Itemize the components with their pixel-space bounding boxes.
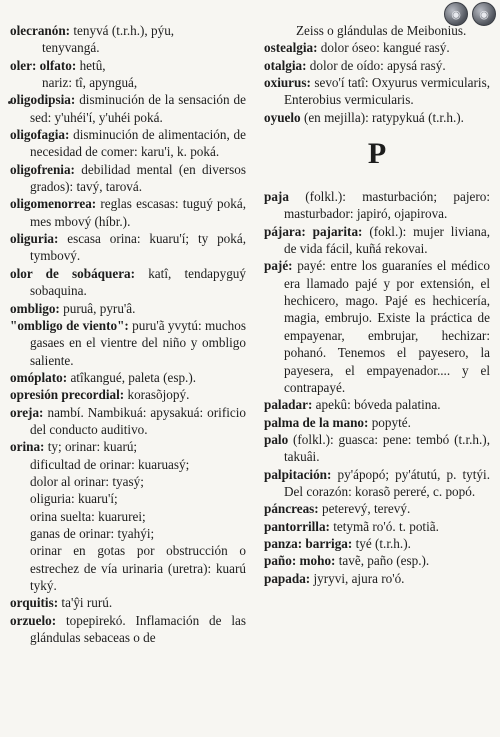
definition: (folkl.): guasca: pene: tembó (t.r.h.), takuâi.: [284, 431, 490, 465]
entry-oligomenorrea: [10, 195, 246, 230]
entry-orina: [10, 438, 246, 455]
entry-orina-sub: dolor al orinar: tyasý;: [30, 473, 144, 489]
definition: tavẽ, paño (esp.).: [335, 553, 430, 569]
headword: oliguria:: [10, 231, 59, 247]
entry-paladar: [264, 396, 490, 413]
definition: py'ápopó; py'átutú, p. tytýi. Del corazón: korasõ pereré, c. popó.: [284, 466, 490, 499]
definition: tyé (t.r.h.).: [352, 535, 411, 551]
headword: pantorrilla:: [264, 518, 330, 534]
entry-orina-sub: oliguria: kuaru'í;: [30, 491, 118, 507]
definition: topepirekó. Inflamación de las glándulas sebaceas o de: [30, 612, 246, 646]
headword: oligofrenia:: [10, 161, 75, 177]
headword: pájara: pajarita:: [264, 223, 363, 239]
headword: oreja:: [10, 404, 44, 420]
definition: (fokl.): mujer liviana, de vida fácil, kuñá rekovai.: [284, 223, 490, 257]
headword: oyuelo: [264, 109, 301, 125]
headword: paladar:: [264, 397, 313, 413]
headword: orzuelo:: [10, 612, 57, 628]
definition: dolor de oído: apysá rasý.: [306, 57, 446, 73]
headword: ombligo:: [10, 300, 60, 316]
entry-pajara: [264, 223, 490, 258]
definition: debilidad mental (en diversos grados): tavý, tarová.: [30, 161, 246, 195]
definition: sevo'í tatî: Oxyurus vermicularis, Enterobius vermicularis.: [284, 75, 490, 108]
entry-palpitacion: [264, 466, 490, 501]
definition: tenyvá (t.r.h.), pýu,: [70, 23, 175, 38]
entry-olecranon: [10, 22, 246, 39]
entry-oligofagia: [10, 126, 246, 161]
entry-paje: [264, 257, 490, 396]
definition: katî, tendapyguý sobaquina.: [30, 265, 246, 299]
entry-panza: [264, 535, 490, 552]
entry-ombligo: [10, 300, 246, 317]
definition: disminución de la sensación de sed: y'uhéi'í, y'uhéi poká.: [30, 92, 246, 125]
definition: puruâ, pyru'â.: [59, 300, 136, 316]
headword: olor de sobáquera:: [10, 265, 136, 281]
entry-oler-cont: nariz: tî, apynguá,: [42, 75, 138, 91]
entry-orina-sub: orinar en gotas por obstrucción o estrechez de vía urinaria (uretra): kuarú tyký.: [30, 543, 246, 593]
definition: ta'ŷi rurú.: [58, 595, 113, 611]
headword: oler: olfato:: [10, 57, 77, 73]
headword: opresión precordial:: [10, 387, 125, 403]
definition: escasa orina: kuaru'í; ty poká, tymbový.: [30, 231, 246, 264]
entry-oliguria: [10, 230, 246, 265]
entry-orzuelo: [10, 612, 246, 647]
headword: páncreas:: [264, 501, 319, 517]
entry-ostealgia: [264, 39, 490, 56]
entry-paja: [264, 188, 490, 223]
definition: (folkl.): masturbación; pajero: masturbador: japiró, ojapirova.: [284, 189, 490, 222]
entry-olecranon-cont: tenyvangá.: [42, 40, 100, 56]
definition: jyryvi, ajura ro'ó.: [310, 570, 405, 586]
definition: hetû,: [76, 57, 106, 73]
entry-oligofrenia: [10, 161, 246, 196]
entry-orina-sub: dificultad de orinar: kuaruasý;: [30, 456, 190, 472]
headword: papada:: [264, 570, 311, 586]
headword: palpitación:: [264, 466, 332, 482]
entry-orina-sub: ganas de orinar: tyahýi;: [30, 525, 155, 541]
definition: puru'ã yvytú: muchos gasaes en el vientre del niño y ombligo saliente.: [30, 317, 246, 368]
entry-orina-sub: orina suelta: kuarurei;: [30, 508, 146, 524]
entry-otalgia: [264, 57, 490, 74]
definition: tetymã ro'ó. t. potiã.: [329, 518, 439, 534]
section-letter: P: [367, 137, 387, 171]
definition: ty; orinar: kuarú;: [44, 439, 138, 455]
headword: oligomenorrea:: [10, 196, 97, 212]
entry-opresion-precordial: [10, 386, 246, 403]
entry-palo: [264, 431, 490, 466]
definition: disminución de alimentación, de necesidad de comer: karu'i, k. poká.: [30, 127, 246, 160]
entry-ombligo-de-viento: [10, 317, 246, 369]
entry-olor-de-sobaquera: [10, 265, 246, 300]
entry-oler: [10, 57, 246, 74]
headword: oxiurus:: [264, 75, 311, 91]
left-column: [10, 22, 246, 646]
headword: "ombligo de viento":: [10, 317, 129, 333]
definition: peterevý, terevý.: [318, 501, 411, 517]
entry-pancreas: [264, 500, 490, 517]
headword: palma de la mano:: [264, 414, 369, 430]
entry-pano: [264, 552, 490, 569]
definition: nambí. Nambikuá: apysakuá: orificio del conducto auditivo.: [30, 404, 246, 437]
definition: dolor óseo: kangué rasý.: [317, 40, 450, 56]
headword: oligodipsia:: [10, 92, 76, 108]
entry-orzuelo-cont: Zeiss o glándulas de Meibonius.: [296, 23, 467, 38]
disc-icon: ◉: [444, 2, 468, 26]
definition: korasõjopý.: [124, 387, 190, 403]
headword: pajé:: [264, 258, 293, 274]
headword: oligofagia:: [10, 127, 70, 143]
definition: atîkangué, paleta (esp.).: [67, 369, 197, 385]
headword: olecranón:: [10, 23, 71, 38]
definition: popyté.: [368, 414, 411, 430]
disc-icon: ◉: [472, 2, 496, 26]
headword: otalgia:: [264, 57, 307, 73]
definition: payé: entre los guaraníes el médico era llamado pajé y por extensión, el hechicero, mago. Pajé es hechicería, magia, embrujo. Existe la práctica de empayenar, embrujar, hechizar: pohanó. Tenemos el payesero, la payesera, el empayenador.... y el contrapayé.: [284, 258, 490, 395]
entry-papada: [264, 570, 490, 587]
headword: orquitis:: [10, 595, 59, 611]
entry-omoplato: [10, 369, 246, 386]
headword: paja: [264, 189, 289, 205]
headword: paño: moho:: [264, 553, 336, 569]
entry-pantorrilla: [264, 518, 490, 535]
entry-oligodipsia: [10, 91, 246, 126]
right-column: [264, 22, 490, 587]
headword: panza: barriga:: [264, 535, 353, 551]
definition: (en mejilla): ratypykuá (t.r.h.).: [300, 109, 464, 125]
entry-palma-de-la-mano: [264, 414, 490, 431]
entry-oxiurus: [264, 74, 490, 109]
headword: orina:: [10, 439, 45, 455]
entry-oreja: [10, 404, 246, 439]
entry-orquitis: [10, 594, 246, 611]
headword: ostealgia:: [264, 40, 318, 56]
definition: reglas escasas: tuguý poká, mes mbový (híbr.).: [30, 196, 246, 229]
headword: omóplato:: [10, 369, 68, 385]
headword: palo: [264, 431, 289, 447]
entry-oyuelo: [264, 109, 490, 126]
definition: apekû: bóveda palatina.: [312, 397, 441, 413]
